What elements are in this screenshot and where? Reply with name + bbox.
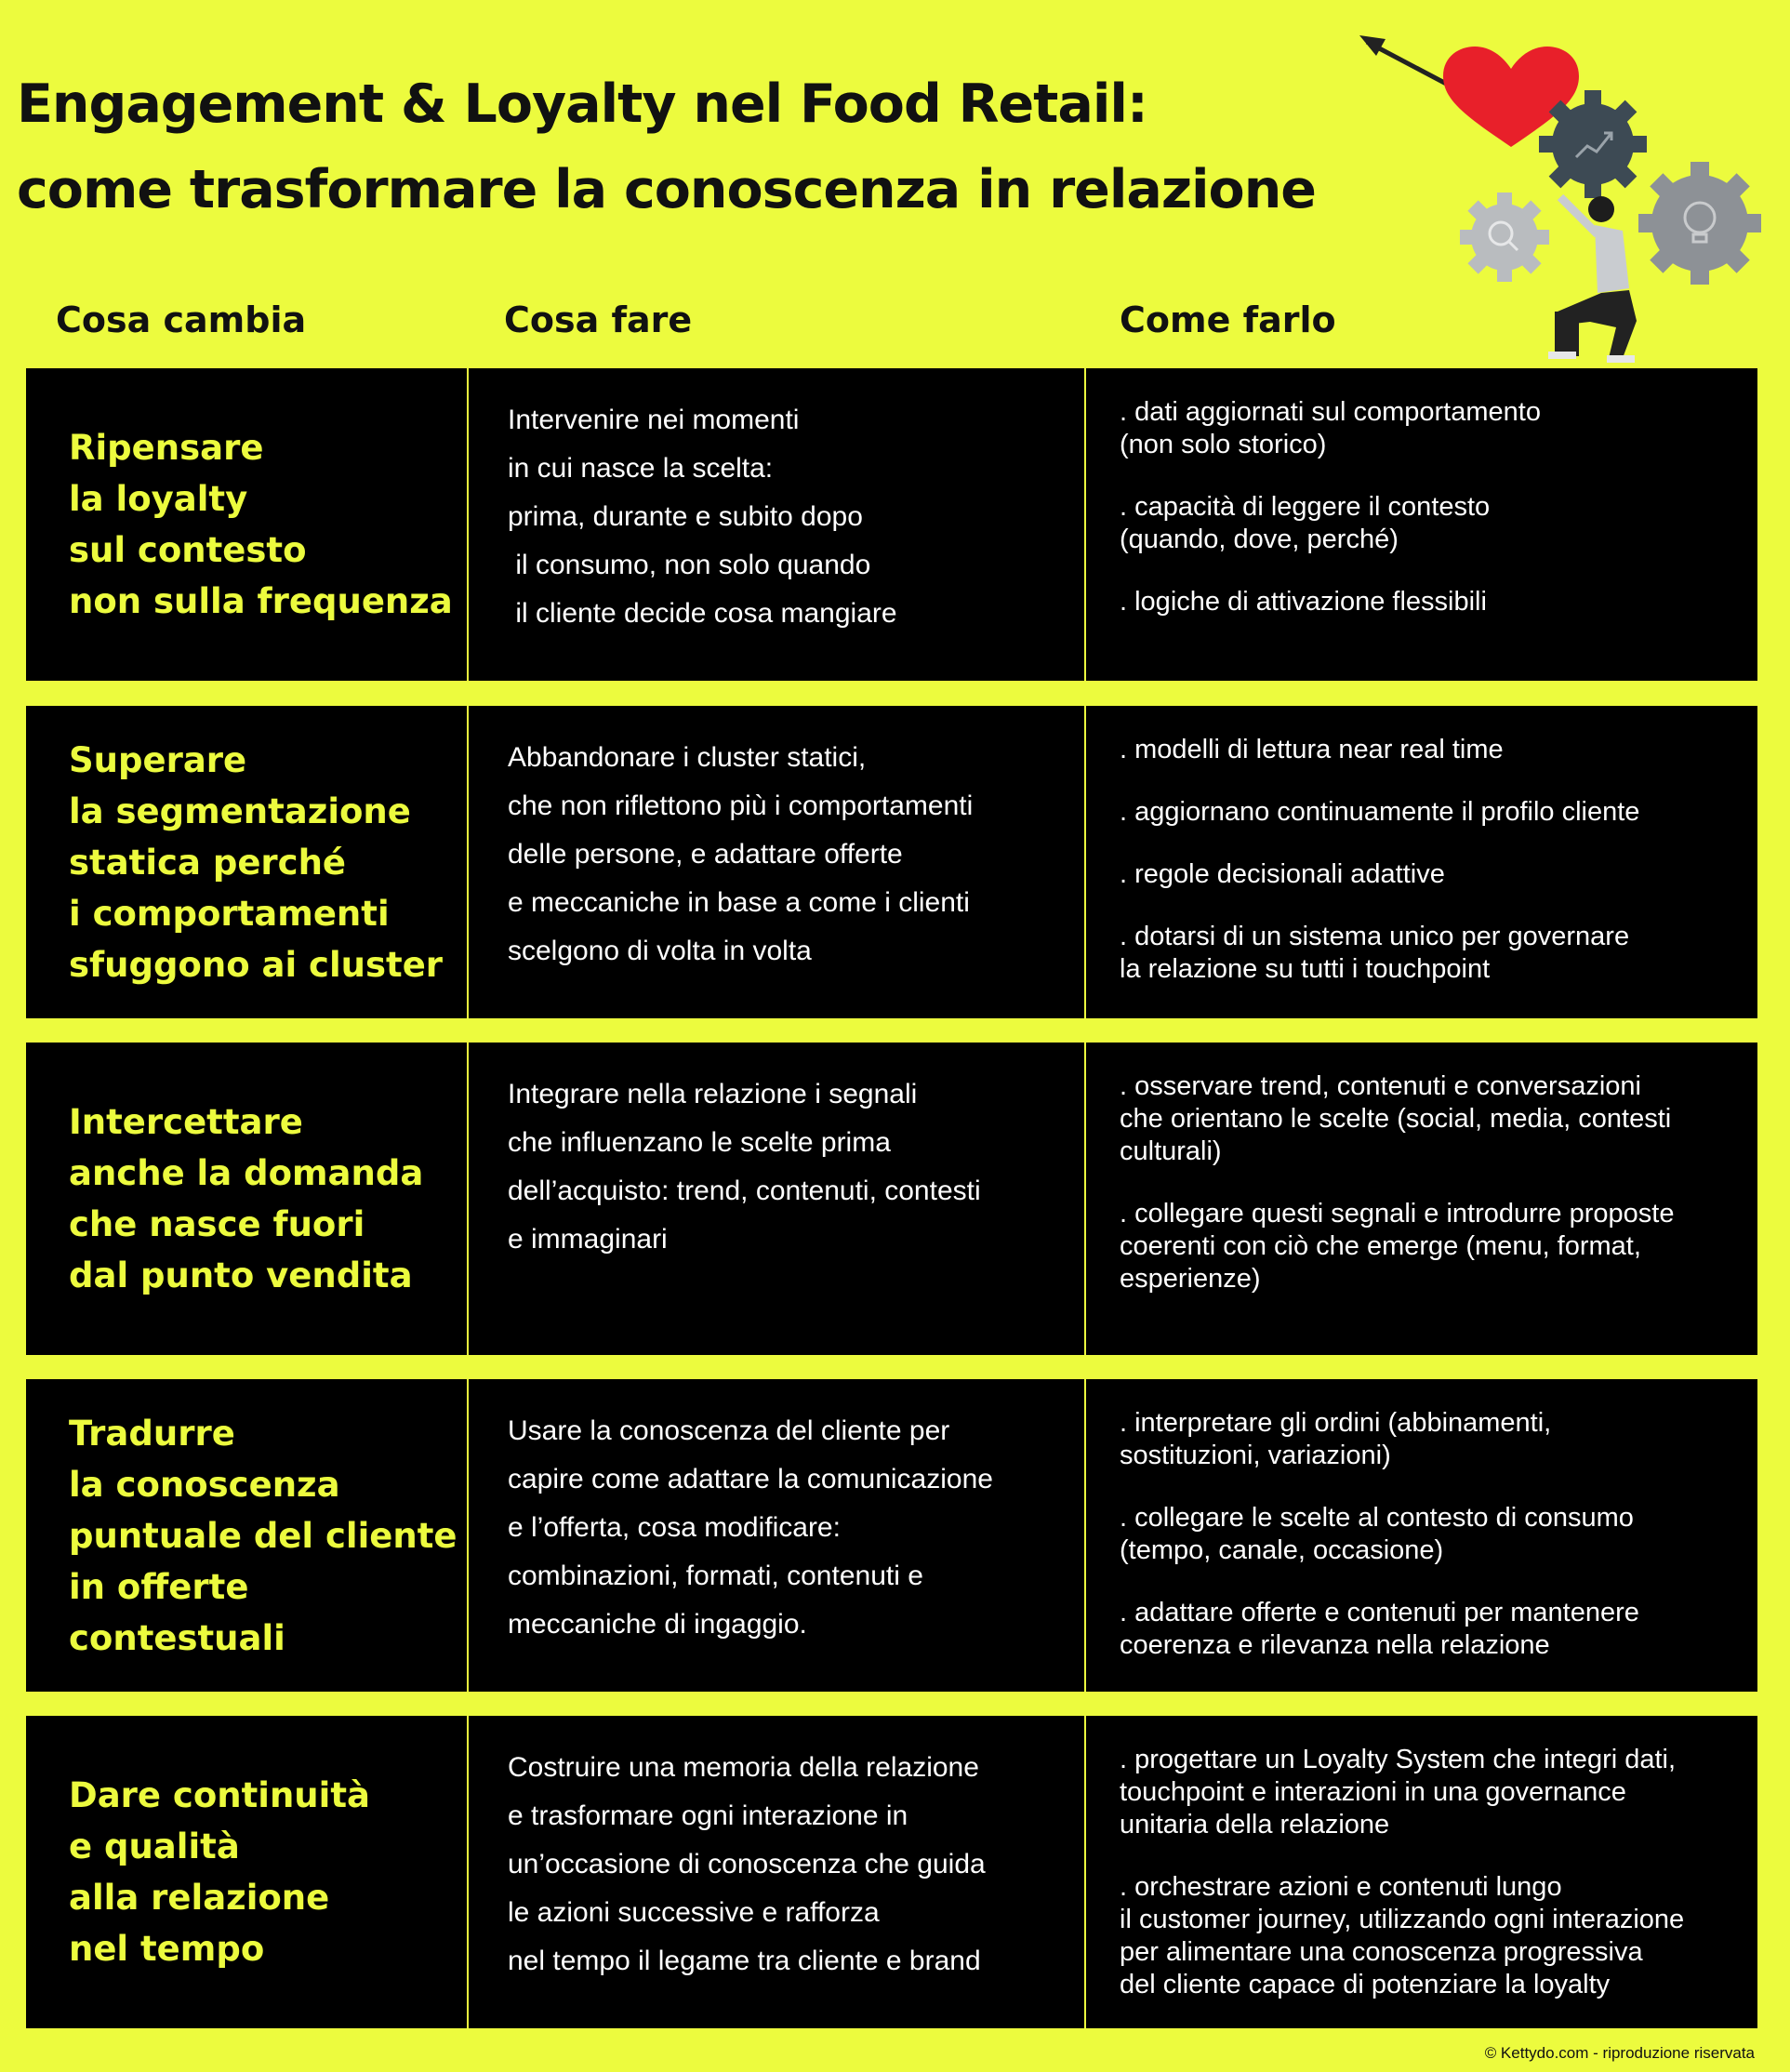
bullet-line: touchpoint e interazioni in una governance — [1120, 1777, 1626, 1807]
cell-cosa-fare — [469, 1379, 1086, 1692]
column-header-come-farlo: Come farlo — [1120, 299, 1336, 340]
bullet-line: il customer journey, utilizzando ogni interazione — [1120, 1905, 1685, 1934]
description-line: un’occasione di conoscenza che guida — [508, 1849, 986, 1879]
bullet-item — [1120, 921, 1739, 986]
row-label-line: Ripensare — [69, 428, 264, 468]
cell-cosa-cambia — [26, 1716, 469, 2028]
row-label-line: statica perché — [69, 842, 347, 883]
cell-cosa-fare — [469, 706, 1086, 1018]
bullet-line: . collegare le scelte al contesto di consumo — [1120, 1503, 1634, 1533]
row-label-line: Dare continuità — [69, 1775, 370, 1815]
bullet-item — [1120, 1070, 1739, 1168]
bullet-line: . aggiornano continuamente il profilo cliente — [1120, 797, 1640, 827]
bullet-line: . collegare questi segnali e introdurre proposte — [1120, 1199, 1675, 1229]
description-line: che non riflettono più i comportamenti — [508, 790, 974, 821]
cell-cosa-cambia — [26, 1043, 469, 1355]
cell-cosa-fare — [469, 368, 1086, 681]
person-icon — [1548, 196, 1637, 363]
bullet-line: del cliente capace di potenziare la loyalty — [1120, 1970, 1611, 1999]
row-label-line: nel tempo — [69, 1929, 265, 1969]
bullet-line: . adattare offerte e contenuti per mantenere — [1120, 1598, 1639, 1627]
description-line: Intervenire nei momenti — [508, 405, 800, 435]
bullet-item — [1120, 1871, 1739, 2001]
row-description — [508, 734, 1084, 976]
description-line: capire come adattare la comunicazione — [508, 1464, 993, 1494]
bullet-item — [1120, 1597, 1739, 1662]
bullet-line: culturali) — [1120, 1136, 1222, 1166]
chart-gear-icon — [1539, 90, 1647, 198]
row-label — [26, 735, 443, 990]
bullet-line: esperienze) — [1120, 1264, 1261, 1294]
cell-cosa-fare — [469, 1716, 1086, 2028]
bullet-line: coerenti con ciò che emerge (menu, format, — [1120, 1231, 1641, 1261]
row-label-line: la loyalty — [69, 479, 248, 519]
description-line: che influenzano le scelte prima — [508, 1127, 891, 1158]
row-label-line: sfuggono ai cluster — [69, 944, 444, 985]
search-gear-icon — [1460, 193, 1549, 282]
description-line: il cliente decide cosa mangiare — [508, 598, 897, 629]
illustration — [1358, 28, 1767, 372]
bullet-item — [1120, 796, 1739, 829]
description-line: dell’acquisto: trend, contenuti, contesti — [508, 1175, 981, 1206]
table-row — [26, 1716, 1757, 2028]
bullet-item — [1120, 734, 1739, 766]
bullet-line: la relazione su tutti i touchpoint — [1120, 954, 1491, 984]
bullet-line: . logiche di attivazione flessibili — [1120, 587, 1487, 617]
row-label-line: puntuale del cliente — [69, 1515, 457, 1556]
bullet-line: . modelli di lettura near real time — [1120, 735, 1504, 764]
description-line: e trasformare ogni interazione in — [508, 1800, 908, 1831]
description-line: delle persone, e adattare offerte — [508, 839, 903, 870]
bullet-item — [1120, 858, 1739, 891]
row-label-line: i comportamenti — [69, 893, 390, 934]
bullet-line: . osservare trend, contenuti e conversazioni — [1120, 1071, 1641, 1101]
bullet-line: . interpretare gli ordini (abbinamenti, — [1120, 1408, 1552, 1438]
table-row — [26, 1379, 1757, 1692]
column-header-cosa-fare: Cosa fare — [504, 299, 693, 340]
bullet-line: per alimentare una conoscenza progressiva — [1120, 1937, 1643, 1967]
bullet-item — [1120, 1744, 1739, 1841]
row-label-line: sul contesto — [69, 530, 307, 570]
row-label-line: e qualità — [69, 1826, 240, 1866]
row-label-line: contestuali — [69, 1617, 285, 1658]
bullet-line: . orchestrare azioni e contenuti lungo — [1120, 1872, 1562, 1902]
bullet-line: . dotarsi di un sistema unico per governare — [1120, 922, 1630, 951]
cell-come-farlo — [1086, 706, 1757, 1018]
description-line: Abbandonare i cluster statici, — [508, 742, 867, 773]
lightbulb-gear-icon — [1638, 162, 1761, 285]
description-line: scelgono di volta in volta — [508, 936, 812, 966]
row-label-line: la conoscenza — [69, 1464, 340, 1505]
description-line: in cui nasce la scelta: — [508, 453, 774, 484]
row-label-line: che nasce fuori — [69, 1204, 365, 1244]
description-line: meccaniche di ingaggio. — [508, 1609, 807, 1640]
cell-come-farlo — [1086, 1043, 1757, 1355]
cell-come-farlo — [1086, 368, 1757, 681]
description-line: le azioni successive e rafforza — [508, 1897, 880, 1928]
description-line: e immaginari — [508, 1224, 668, 1255]
bullet-line: . dati aggiornati sul comportamento — [1120, 397, 1541, 427]
bullet-item — [1120, 1198, 1739, 1295]
cell-come-farlo — [1086, 1716, 1757, 2028]
table-row — [26, 706, 1757, 1018]
column-header-cosa-cambia: Cosa cambia — [56, 299, 307, 340]
row-label — [26, 1096, 423, 1301]
title-line-1: Engagement & Loyalty nel Food Retail: — [17, 73, 1147, 135]
bullet-line: (tempo, canale, occasione) — [1120, 1535, 1444, 1565]
description-line: e meccaniche in base a come i clienti — [508, 887, 970, 918]
description-line: Costruire una memoria della relazione — [508, 1752, 979, 1783]
cell-come-farlo — [1086, 1379, 1757, 1692]
description-line: combinazioni, formati, contenuti e — [508, 1561, 923, 1591]
table-row — [26, 368, 1757, 681]
row-label-line: dal punto vendita — [69, 1255, 413, 1295]
table-row — [26, 1043, 1757, 1355]
description-line: nel tempo il legame tra cliente e brand — [508, 1946, 981, 1976]
row-label-line: Superare — [69, 739, 247, 780]
bullet-item — [1120, 396, 1739, 461]
cell-cosa-cambia — [26, 706, 469, 1018]
cell-cosa-cambia — [26, 1379, 469, 1692]
copyright-notice: © Kettydo.com - riproduzione riservata — [1484, 2044, 1755, 2062]
page-title — [17, 61, 1316, 232]
bullet-item — [1120, 1407, 1739, 1472]
cell-cosa-fare — [469, 1043, 1086, 1355]
bullet-line: che orientano le scelte (social, media, contesti — [1120, 1104, 1672, 1134]
bullet-item — [1120, 586, 1739, 618]
bullet-line: (quando, dove, perché) — [1120, 525, 1399, 554]
bullet-line: sostituzioni, variazioni) — [1120, 1441, 1391, 1470]
row-label-line: la segmentazione — [69, 790, 411, 831]
row-label-line: in offerte — [69, 1566, 249, 1607]
row-label — [26, 1770, 370, 1974]
title-line-2: come trasformare la conoscenza in relazione — [17, 159, 1316, 220]
description-line: Usare la conoscenza del cliente per — [508, 1415, 950, 1446]
bullet-line: (non solo storico) — [1120, 430, 1327, 459]
row-label-line: alla relazione — [69, 1878, 330, 1918]
bullet-line: unitaria della relazione — [1120, 1810, 1390, 1840]
bullet-line: . capacità di leggere il contesto — [1120, 492, 1491, 522]
bullet-item — [1120, 1502, 1739, 1567]
row-description — [508, 1407, 1084, 1649]
row-description — [508, 1070, 1084, 1264]
bullet-item — [1120, 491, 1739, 556]
row-description — [508, 1744, 1084, 1986]
row-label-line: Intercettare — [69, 1102, 303, 1142]
bullet-line: . progettare un Loyalty System che integri dati, — [1120, 1745, 1677, 1774]
bullet-line: . regole decisionali adattive — [1120, 859, 1445, 889]
description-line: prima, durante e subito dopo — [508, 501, 863, 532]
description-line: Integrare nella relazione i segnali — [508, 1079, 918, 1109]
row-label-line: anche la domanda — [69, 1153, 424, 1193]
bullet-line: coerenza e rilevanza nella relazione — [1120, 1630, 1550, 1660]
row-description — [508, 396, 1084, 638]
row-label-line: Tradurre — [69, 1413, 235, 1454]
row-label — [26, 1408, 457, 1664]
description-line: e l’offerta, cosa modificare: — [508, 1512, 841, 1543]
cell-cosa-cambia — [26, 368, 469, 681]
description-line: il consumo, non solo quando — [508, 550, 871, 580]
row-label-line: non sulla frequenza — [69, 581, 453, 621]
row-label — [26, 422, 453, 627]
